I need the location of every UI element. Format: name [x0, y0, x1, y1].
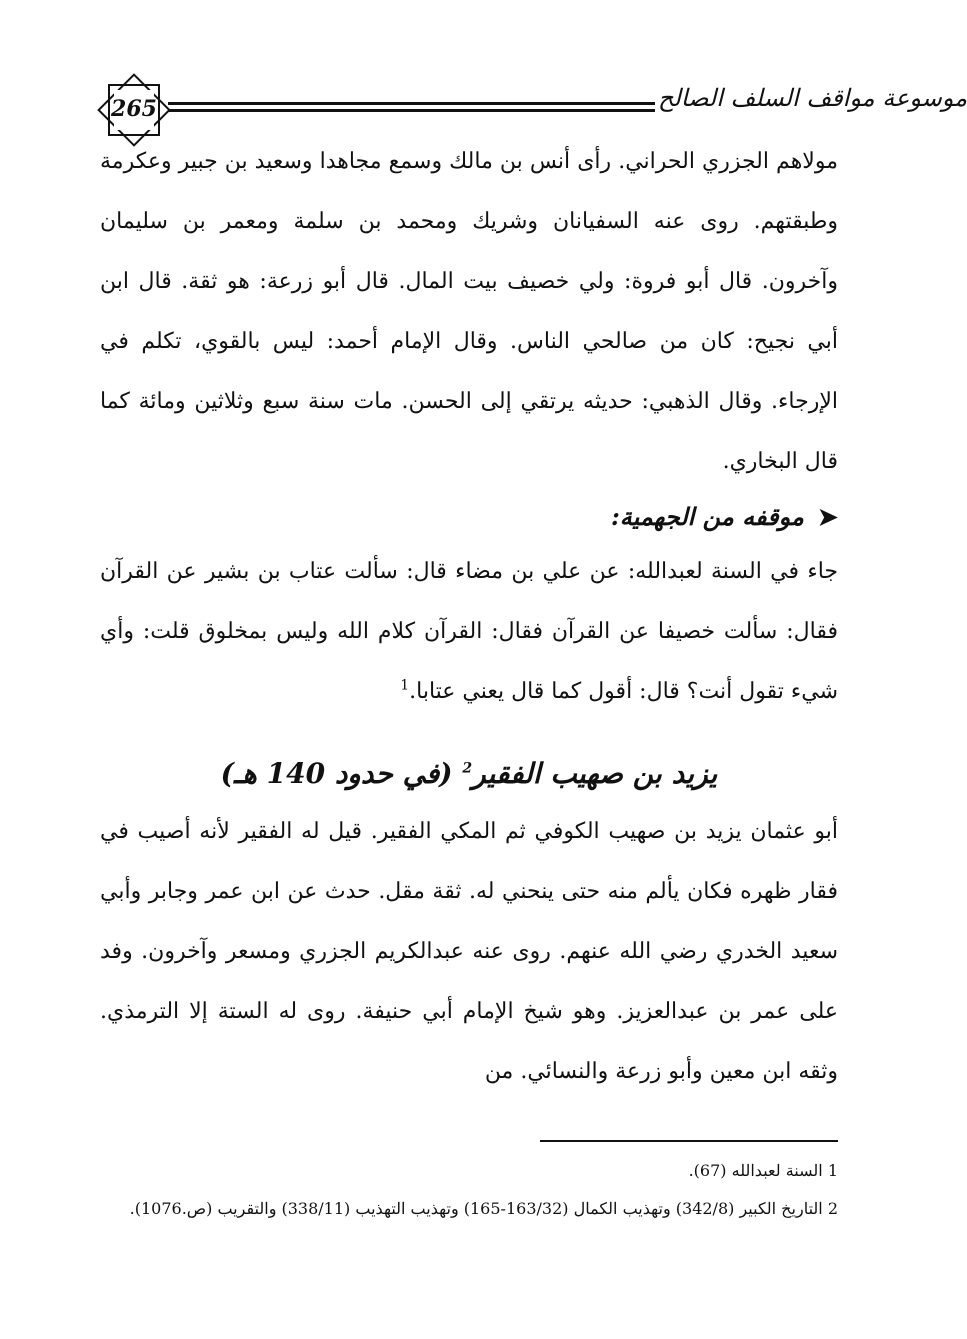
section-title: [100, 752, 838, 796]
footnote-text: السنة لعبدالله (67).: [688, 1161, 823, 1180]
footnote-ref-2: 2: [462, 760, 473, 777]
book-title: موسوعة مواقف السلف الصالح: [658, 84, 967, 112]
jahmiyya-text: جاء في السنة لعبدالله: عن علي بن مضاء قال: سألت عتاب بن بشير عن القرآن فقال: سألت خصيفا عن القرآن فقال: القرآن كلام الله وليس بمخلوق قلت: وأي شيء تقول أنت؟ قال: أقول كما قال يعني عتابا.: [100, 559, 838, 704]
section-khusayf: [100, 132, 838, 722]
footnote-text: التاريخ الكبير (342/8) وتهذيب الكمال (163/32-165) وتهذيب التهذيب (338/11) والتقريب (ص.1076).: [129, 1199, 823, 1218]
footnote-ref-1: 1: [400, 677, 410, 694]
footnote-2: [100, 1190, 838, 1228]
page-number: 265: [111, 96, 157, 122]
biography-paragraph: مولاهم الجزري الحراني. رأى أنس بن مالك وسمع مجاهدا وسعيد بن جبير وعكرمة وطبقتهم. روى عنه السفيانان وشريك ومحمد بن سلمة ومعمر بن سليمان وآخرون. قال أبو فروة: ولي خصيف بيت المال. قال أبو زرعة: هو ثقة. قال ابن أبي نجيح: كان من صالحي الناس. وقال الإمام أحمد: ليس بالقوي، تكلم في الإرجاء. وقال الذهبي: حديثه يرتقي إلى الحسن. مات سنة سبع وثلاثين ومائة كما قال البخاري.: [100, 149, 838, 474]
footnotes: [100, 1152, 838, 1228]
yazid-paragraph: أبو عثمان يزيد بن صهيب الكوفي ثم المكي الفقير. قيل له الفقير لأنه أصيب في فقار ظهره فكان يألم منه حتى ينحني له. ثقة مقل. حدث عن ابن عمر وجابر وأبي سعيد الخدري رضي الله عنهم. روى عنه عبدالكريم الجزري ومسعر وآخرون. وفد على عمر بن عبدالعزيز. وهو شيخ الإمام أبي حنيفة. روى له الستة إلا الترمذي. وثقه ابن معين وأبو زرعة والنسائي. من: [100, 819, 838, 1084]
section-title-date: (في حدود 140 هـ): [220, 757, 453, 790]
subheading-text: موقفه من الجهمية:: [610, 502, 804, 531]
subheading-jahmiyya: [100, 492, 838, 542]
footnote-1: [100, 1152, 838, 1190]
footnote-number: 2: [827, 1199, 838, 1218]
jahmiyya-paragraph: [100, 542, 838, 722]
footnote-number: 1: [827, 1161, 838, 1180]
header-rule-thin: [168, 109, 655, 112]
section-title-main: يزيد بن صهيب الفقير: [472, 757, 718, 790]
section-yazid: [100, 752, 838, 1102]
header-rule: [168, 102, 655, 105]
arrow-bullet-icon: ➤: [817, 502, 838, 531]
footnote-separator: [540, 1140, 838, 1142]
